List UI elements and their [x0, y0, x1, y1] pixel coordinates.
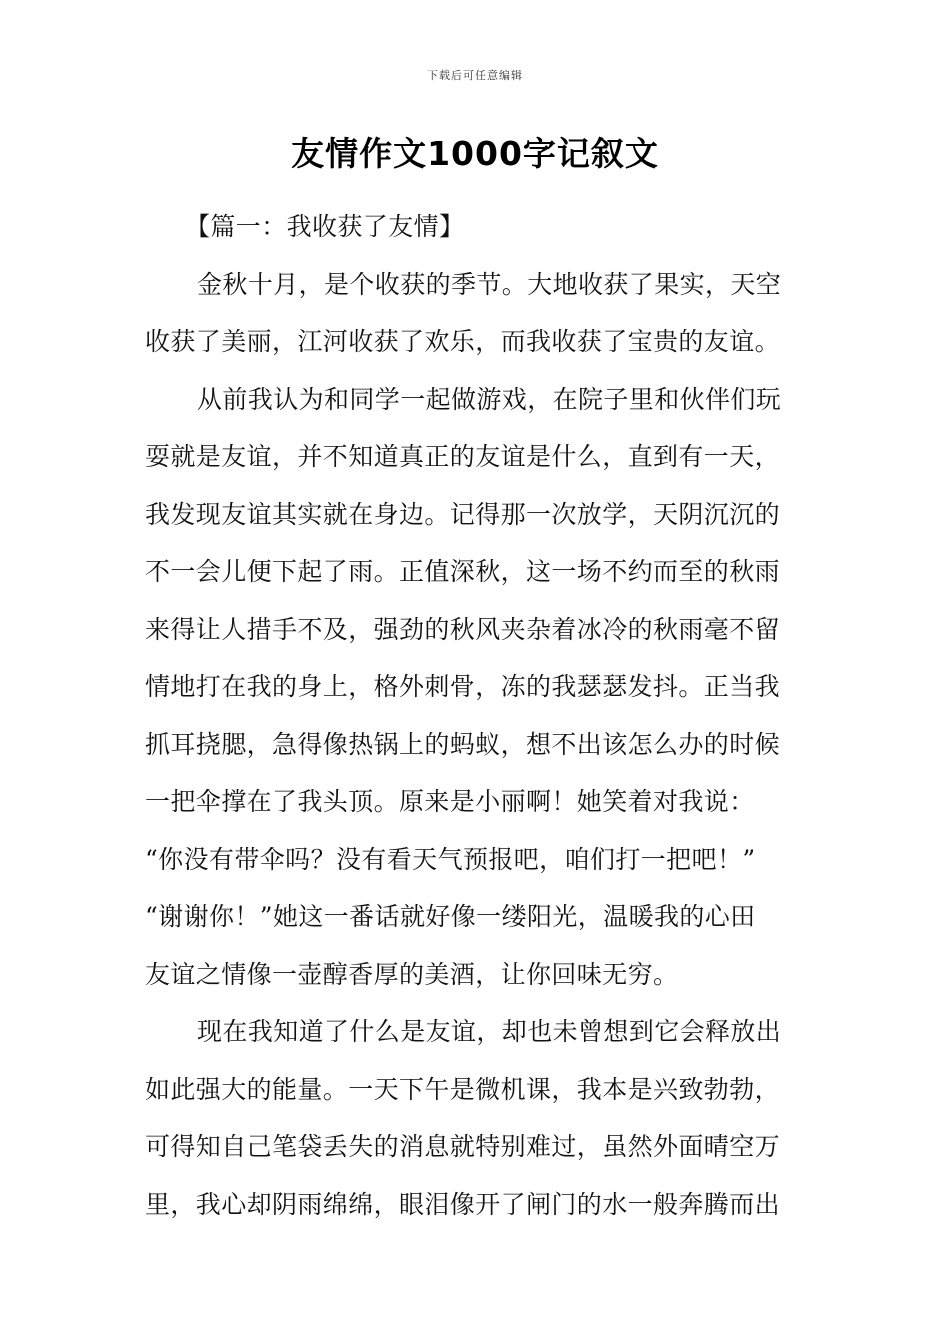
paragraph-1 — [145, 256, 807, 371]
paragraph-line: 一把伞撑在了我头顶。原来是小丽啊！她笑着对我说： — [145, 787, 755, 816]
paragraph-line: 现在我知道了什么是友谊，却也未曾想到它会释放出 — [197, 1017, 782, 1046]
document-body — [145, 198, 807, 1233]
paragraph-3 — [145, 1003, 807, 1233]
paragraph-line: 友谊之情像一壶醇香厚的美酒，让你回味无穷。 — [145, 959, 679, 989]
section-heading: 【篇一：我收获了友情】 — [185, 212, 465, 241]
paragraph-line: 金秋十月，是个收获的季节。大地收获了果实，天空 — [197, 269, 782, 299]
paragraph-line: 如此强大的能量。一天下午是微机课，我本是兴致勃勃， — [145, 1074, 781, 1104]
paragraph-2 — [145, 371, 807, 1004]
document-title: 友情作文1000字记叙文 — [291, 134, 659, 173]
paragraph-line: 收获了美丽，江河收获了欢乐，而我收获了宝贵的友谊。 — [145, 327, 781, 356]
paragraph-line: 我发现友谊其实就在身边。记得那一次放学，天阴沉沉的 — [145, 499, 781, 529]
paragraph-line: 情地打在我的身上，格外刺骨，冻的我瑟瑟发抖。正当我 — [145, 672, 781, 701]
paragraph-line: 可得知自己笔袋丢失的消息就特别难过，虽然外面晴空万 — [145, 1132, 781, 1161]
paragraph-line: 里，我心却阴雨绵绵，眼泪像开了闸门的水一般奔腾而出 — [145, 1189, 781, 1219]
header-note: 下载后可任意编辑 — [427, 69, 523, 82]
paragraph-line: 从前我认为和同学一起做游戏，在院子里和伙伴们玩 — [197, 384, 782, 414]
paragraph-line: “谢谢你！”她这一番话就好像一缕阳光，温暖我的心田 — [145, 902, 756, 931]
paragraph-line: 抓耳挠腮，急得像热锅上的蚂蚁，想不出该怎么办的时候 — [145, 729, 781, 759]
paragraph-line: 不一会儿便下起了雨。正值深秋，这一场不约而至的秋雨 — [145, 557, 781, 586]
paragraph-line: “你没有带伞吗？没有看天气预报吧，咱们打一把吧！” — [145, 844, 756, 874]
paragraph-line: 耍就是友谊，并不知道真正的友谊是什么，直到有一天， — [145, 442, 781, 471]
paragraph-line: 来得让人措手不及，强劲的秋风夹杂着冰冷的秋雨毫不留 — [145, 614, 781, 644]
